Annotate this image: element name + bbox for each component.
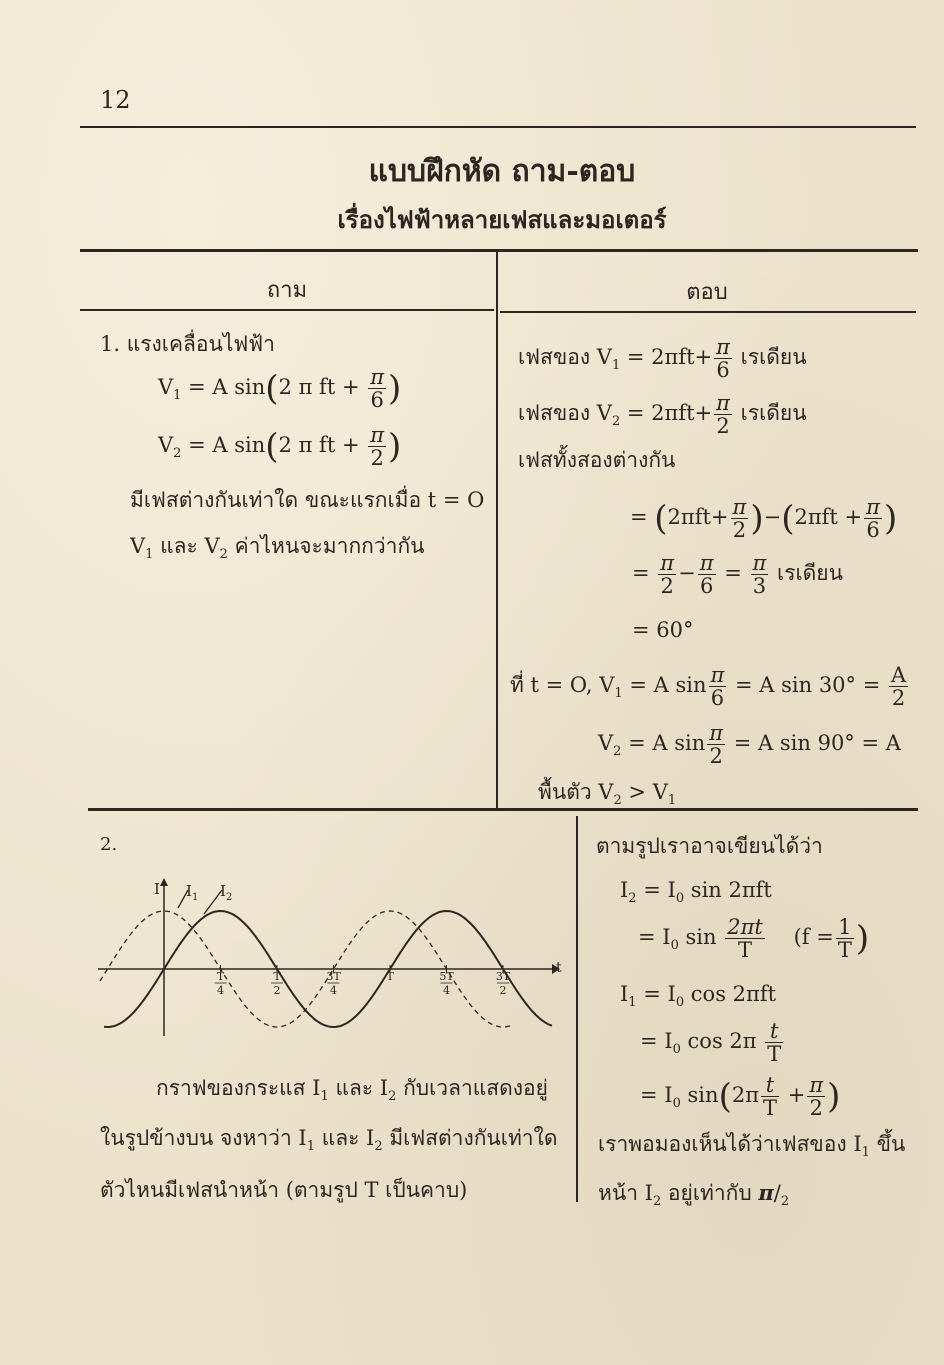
section-divider — [88, 808, 918, 811]
table-center-rule — [496, 249, 498, 810]
header-rule — [80, 126, 916, 128]
graph-tick-label-den: 4 — [443, 984, 450, 997]
graph-tick-label: 3T — [495, 970, 511, 983]
a1-diff-degrees: = 60° — [632, 618, 694, 642]
graph-tick-label: 3T — [326, 970, 341, 983]
a1-phase-v2: เฟสของ $V_2 = 2\pi ft+$ $\frac{\pi}{2}$ เรเดียน — [518, 391, 807, 439]
answer-column-header: ตอบ — [686, 280, 728, 305]
graph-I1-label: $I_1$ — [186, 882, 199, 903]
graph-tick-label: T — [216, 970, 225, 983]
q1-v2-equation: $V_2 = A$ sin(2 π ft + $\frac{\pi}{2}$ ) — [158, 423, 402, 471]
a1-phase-v1: เฟสของ $V_1 = 2\pi ft+$ $\frac{\pi}{6}$ เรเดียน — [518, 335, 807, 383]
answer-head-rule — [500, 311, 916, 313]
a1-at-t0-v2: $V_2 = A$ sin $\frac{\pi}{2}$ = A sin 90° = A — [598, 721, 901, 769]
graph-tick-label: 5T — [439, 970, 454, 983]
graph-tick-label: T — [386, 970, 394, 983]
page-number: 12 — [100, 86, 131, 114]
q1-question-line2: $V_1$ และ $V_2$ ค่าไหนจะมากกว่ากัน — [130, 534, 425, 563]
section2-center-rule — [576, 816, 578, 1202]
q2-text-line2: ในรูปข้างบน จงหาว่า $I_1$ และ $I_2$ มีเฟสต่างกันเท่าใด — [100, 1126, 558, 1155]
graph-tick-labels — [215, 965, 511, 997]
q1-v1-equation: $V_1 = A$ sin(2 π ft + $\frac{\pi}{6}$ ) — [158, 365, 402, 413]
graph-tick-label: T — [273, 970, 281, 983]
a1-at-t0-v1: ที่ t = O, $V_1 = A$ sin $\frac{\pi}{6}$ = A sin 30° = $\frac{A}{2}$ — [510, 663, 907, 711]
graph-tick-label-den: 4 — [217, 984, 224, 997]
a2-i2-eq1: $I_2 = I_0$ sin 2πft — [620, 878, 772, 907]
q1-question-line1: มีเฟสต่างกันเท่าใด ขณะแรกเมื่อ t = O — [130, 488, 485, 512]
a1-diff-label: เฟสทั้งสองต่างกัน — [518, 448, 676, 472]
a2-conclusion-line1: เราพอมองเห็นได้ว่าเฟสของ $I_1$ ขึ้น — [598, 1132, 906, 1161]
page-title: แบบฝึกหัด ถาม-ตอบ — [368, 154, 636, 189]
a2-intro: ตามรูปเราอาจเขียนได้ว่า — [596, 834, 823, 858]
I-axis-arrow — [160, 878, 168, 886]
page-subtitle: เรื่องไฟฟ้าหลายเฟสและมอเตอร์ — [337, 205, 667, 234]
question-head-rule — [80, 309, 494, 311]
a2-i2-eq2: = $I_0$ sin $\frac{2\pi t}{T}$ (f = $\frac{1}{T}$ ) — [638, 915, 870, 963]
question-column-header: ถาม — [266, 278, 308, 303]
table-top-rule — [80, 249, 918, 252]
a1-diff-step2: = $\frac{\pi}{2}$ − $\frac{\pi}{6}$ = $\frac{\pi}{3}$ เรเดียน — [632, 551, 843, 599]
a2-i1-eq2: = $I_0$ cos 2π $\frac{t}{T}$ — [640, 1019, 782, 1067]
q2-text-line3: ตัวไหนมีเฟสนำหน้า (ตามรูป T เป็นคาบ) — [100, 1178, 468, 1202]
a2-i1-eq3: = $I_0$ sin(2π $\frac{t}{T}$ + $\frac{\pi}{2}$ ) — [640, 1073, 841, 1121]
a1-conclusion: พื้นตัว $V_2 > V_1$ — [538, 780, 677, 809]
graph-I-label: I — [154, 880, 160, 898]
phase-graph — [92, 876, 564, 1046]
a2-i1-eq1: $I_1 = I_0$ cos 2πft — [620, 982, 777, 1011]
graph-tick-label-den: 4 — [330, 984, 337, 997]
q2-label: 2. — [100, 834, 118, 855]
a1-diff-step1: = (2πft+ $\frac{\pi}{2}$ )−(2πft + $\frac{\pi}{6}$ ) — [630, 495, 898, 543]
q1-label: 1. แรงเคลื่อนไฟฟ้า — [100, 332, 275, 356]
graph-tick-label-den: 2 — [273, 984, 281, 997]
graph-tick-label-den: 2 — [499, 984, 507, 997]
q2-text-line1: กราฟของกระแส $I_1$ และ $I_2$ กับเวลาแสดงอยู่ — [156, 1076, 548, 1105]
graph-t-label: t — [556, 960, 562, 976]
a2-conclusion-line2: หน้า $I_2$ อยู่เท่ากับ $\pi/_2$ — [598, 1180, 790, 1210]
graph-I2-label: $I_2$ — [220, 882, 233, 903]
